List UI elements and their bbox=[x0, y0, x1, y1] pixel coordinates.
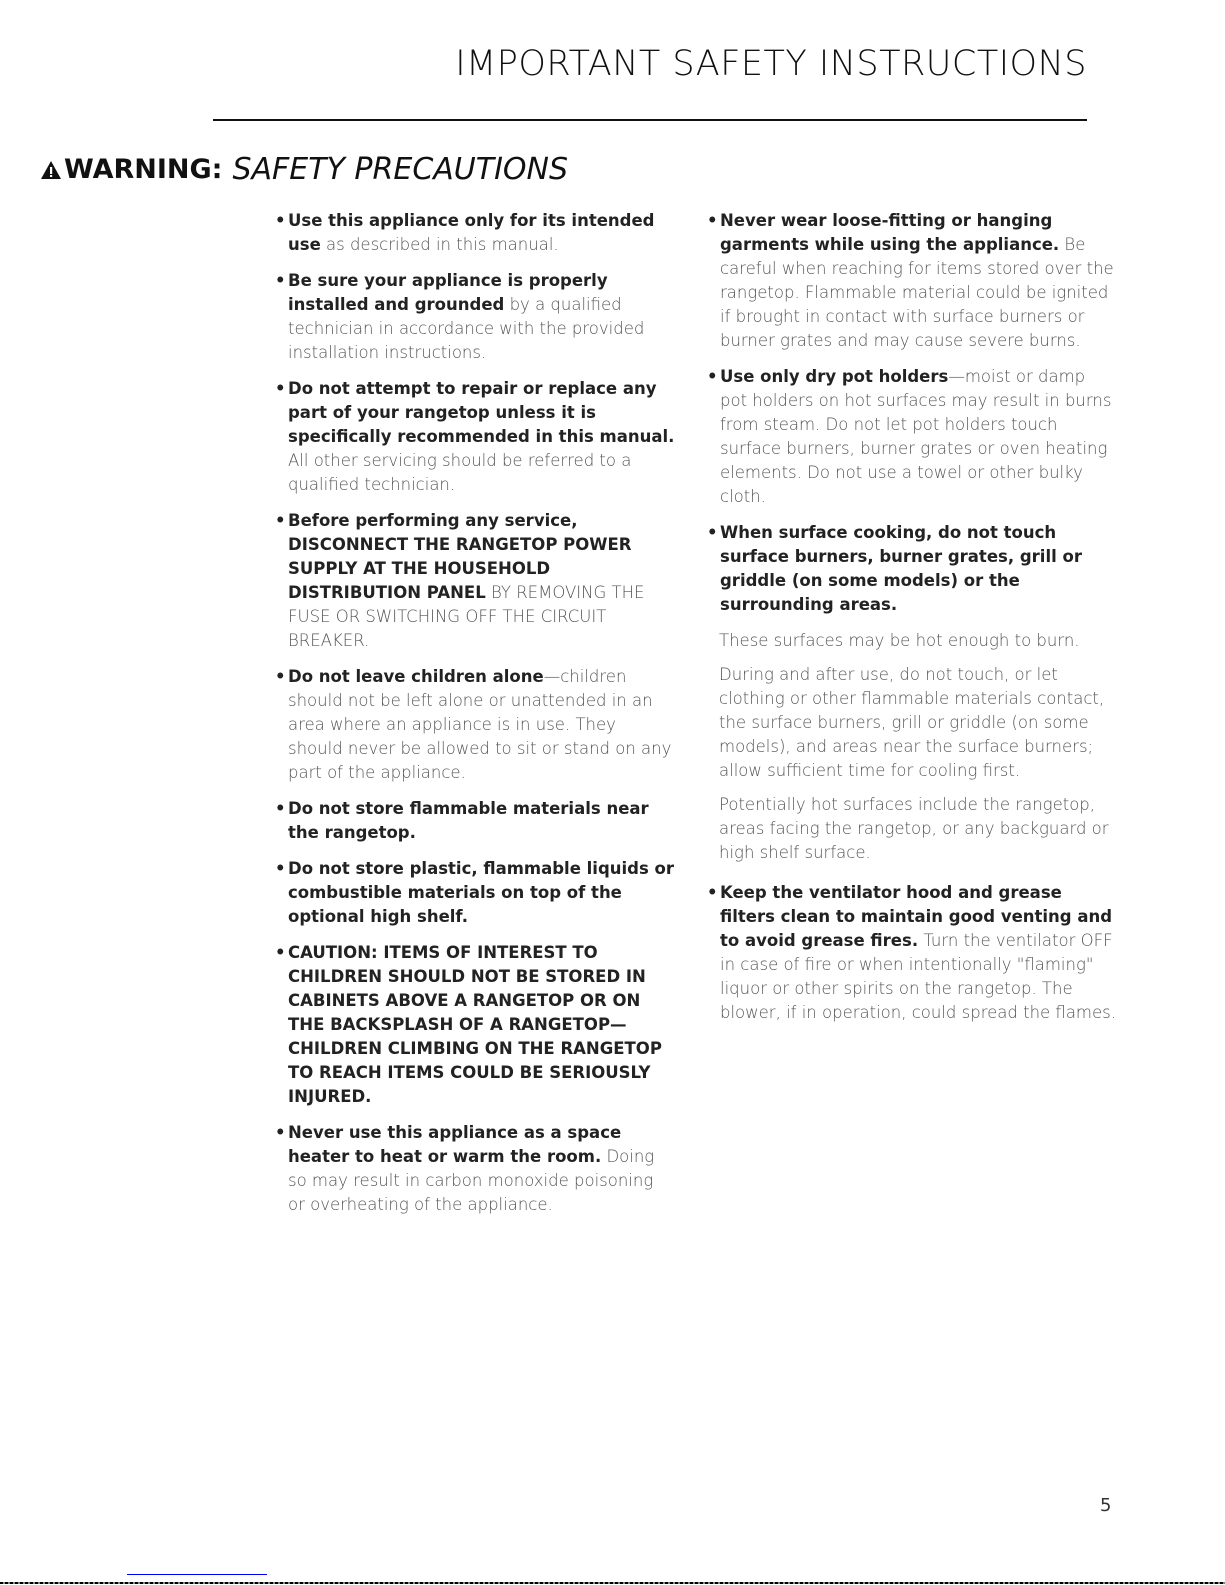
list-item bbox=[707, 209, 1117, 353]
item-bold: Do not attempt to repair or replace any part of your rangetop unless it is specifically recommended in this manual. bbox=[288, 379, 675, 446]
right-column bbox=[707, 209, 1117, 1037]
item-bold: When surface cooking, do not touch surface burners, burner grates, grill or griddle (on some models) or the surrounding areas. bbox=[720, 523, 1082, 614]
list-item bbox=[275, 857, 675, 929]
paragraph: These surfaces may be hot enough to burn. bbox=[719, 631, 1080, 650]
item-bold: Do not store flammable materials near the rangetop. bbox=[288, 799, 649, 842]
page-title: IMPORTANT SAFETY INSTRUCTIONS bbox=[455, 44, 1087, 84]
list-item bbox=[275, 269, 675, 365]
item-bold: Do not store plastic, flammable liquids or combustible materials on top of the optional high shelf. bbox=[288, 859, 675, 926]
warning-subtitle: SAFETY PRECAUTIONS bbox=[232, 152, 569, 187]
list-item bbox=[707, 365, 1117, 509]
item-text: Be careful when reaching for items stored over the rangetop. Flammable material could be ignited if brought in contact with surface burners or burner grates and may cause severe burns. bbox=[720, 235, 1114, 350]
page-number: 5 bbox=[1100, 1495, 1112, 1516]
item-text: All other servicing should be referred to a qualified technician. bbox=[288, 451, 632, 494]
title-divider bbox=[213, 119, 1087, 121]
list-item bbox=[275, 209, 675, 257]
item-text: by a qualified technician in accordance with the provided installation instructions. bbox=[288, 295, 645, 362]
item-bold: Use this appliance only for its intended use bbox=[288, 211, 655, 254]
list-item bbox=[275, 1121, 675, 1217]
item-bold: Be sure your appliance is properly installed and grounded bbox=[288, 271, 608, 314]
list-item bbox=[707, 881, 1117, 1025]
list-item bbox=[275, 797, 675, 845]
item-text: Doing so may result in carbon monoxide poisoning or overheating of the appliance. bbox=[288, 1147, 655, 1214]
item-text: as described in this manual. bbox=[320, 235, 559, 254]
list-item bbox=[275, 377, 675, 497]
item-text: Turn the ventilator OFF in case of fire or when intentionally "flaming" liquor or other spirits on the rangetop. The blower, if in operation, could spread the flames. bbox=[720, 931, 1116, 1022]
list-item bbox=[275, 509, 675, 653]
warning-label: WARNING: bbox=[64, 154, 223, 185]
warning-heading bbox=[40, 152, 568, 187]
page-edge bbox=[0, 1582, 1225, 1584]
list-item bbox=[275, 941, 675, 1109]
item-bold: Keep the ventilator hood and grease filters clean to maintain good venting and to avoid grease fires. bbox=[720, 883, 1113, 950]
item-text: BY REMOVING THE FUSE OR SWITCHING OFF THE CIRCUIT BREAKER. bbox=[288, 583, 645, 650]
item-text: —children should not be left alone or unattended in an area where an appliance is in use. They should never be allowed to sit or stand on any part of the appliance. bbox=[288, 667, 672, 782]
list-item bbox=[275, 665, 675, 785]
warning-triangle-icon bbox=[40, 160, 62, 180]
list-item bbox=[707, 521, 1117, 617]
left-column bbox=[275, 209, 675, 1229]
paragraph: Potentially hot surfaces include the rangetop, areas facing the rangetop, or any backguard or high shelf surface. bbox=[719, 795, 1109, 862]
item-bold: Do not leave children alone bbox=[288, 667, 544, 686]
item-bold: Never wear loose-fitting or hanging garments while using the appliance. bbox=[720, 211, 1060, 254]
scan-mark bbox=[127, 1574, 267, 1575]
paragraph: During and after use, do not touch, or let clothing or other flammable materials contact, the surface burners, grill or griddle (on some models), and areas near the surface burners; allow sufficient time for cooling first. bbox=[719, 665, 1105, 780]
item-bold: Use only dry pot holders bbox=[720, 367, 949, 386]
item-bold: Never use this appliance as a space heater to heat or warm the room. bbox=[288, 1123, 622, 1166]
item-text: —moist or damp pot holders on hot surfaces may result in burns from steam. Do not let pot holders touch surface burners, burner grates or oven heating elements. Do not use a towel or other bulky cloth. bbox=[720, 367, 1112, 506]
item-bold: Before performing any service, DISCONNECT THE RANGETOP POWER SUPPLY AT THE HOUSEHOLD DISTRIBUTION PANEL bbox=[288, 511, 632, 602]
item-bold: CAUTION: ITEMS OF INTEREST TO CHILDREN SHOULD NOT BE STORED IN CABINETS ABOVE A RANGETOP OR ON THE BACKSPLASH OF A RANGETOP—CHILDREN CLIMBING ON THE RANGETOP TO REACH ITEMS COULD BE SERIOUSLY INJURED. bbox=[288, 943, 662, 1106]
